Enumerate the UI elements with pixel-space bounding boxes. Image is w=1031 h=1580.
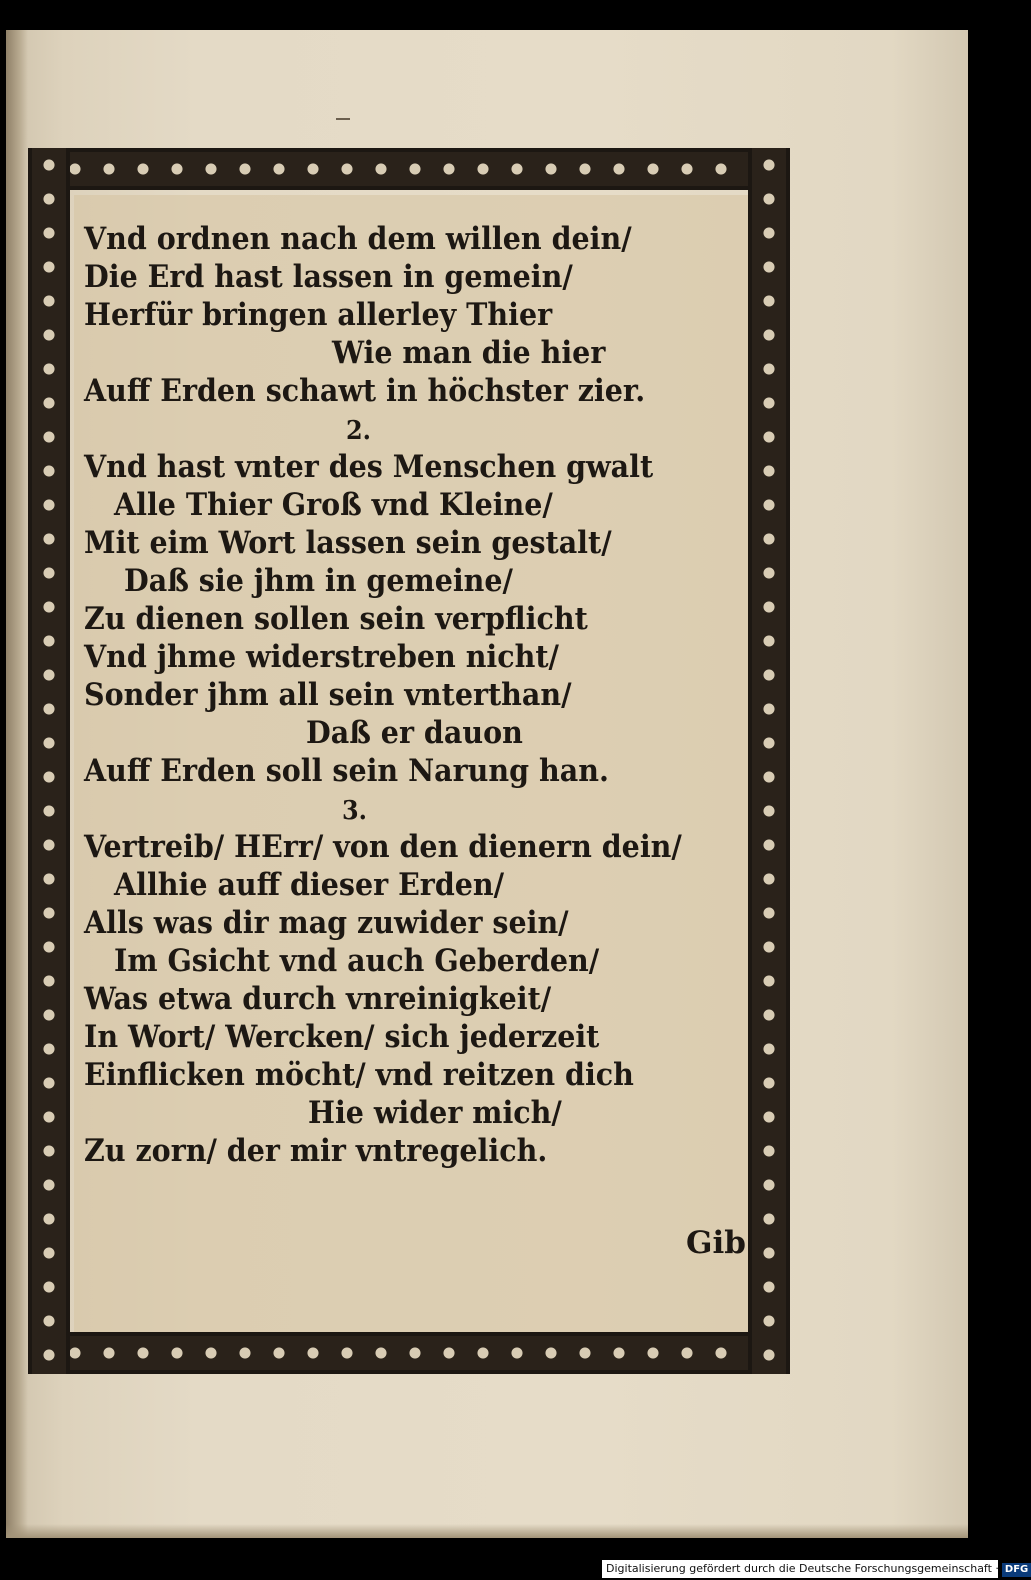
border-right bbox=[748, 148, 790, 1374]
stanza-number: 2. bbox=[346, 416, 371, 446]
digitization-credit bbox=[602, 1560, 1029, 1578]
verse-line: Was etwa durch vnreinigkeit/ bbox=[84, 981, 552, 1017]
verse-line: Daß er dauon bbox=[306, 715, 523, 751]
verse-line: Hie wider mich/ bbox=[308, 1095, 562, 1131]
verse-line: Vertreib/ HErr/ von den dienern dein/ bbox=[84, 829, 682, 865]
verse-line: Auff Erden soll sein Narung han. bbox=[84, 753, 609, 789]
verse-line: Zu dienen sollen sein verpflicht bbox=[84, 601, 588, 637]
verse-line: Mit eim Wort lassen sein gestalt/ bbox=[84, 525, 612, 561]
border-top bbox=[58, 148, 748, 190]
verse-line: Vnd ordnen nach dem willen dein/ bbox=[84, 221, 632, 257]
page-mark bbox=[336, 118, 350, 120]
verse-line: Alls was dir mag zuwider sein/ bbox=[84, 905, 569, 941]
verse-line: In Wort/ Wercken/ sich jederzeit bbox=[84, 1019, 600, 1055]
credit-text: Digitalisierung gefördert durch die Deutsche Forschungsgemeinschaft · bbox=[606, 1562, 999, 1575]
verse-line: Alle Thier Groß vnd Kleine/ bbox=[114, 487, 553, 523]
stanza-number: 3. bbox=[342, 796, 367, 826]
book-page bbox=[6, 30, 968, 1538]
catchword: Gib bbox=[686, 1225, 746, 1261]
dfg-logo: DFG bbox=[1002, 1563, 1031, 1577]
verse-line: Zu zorn/ der mir vntregelich. bbox=[84, 1133, 548, 1169]
verse-line: Vnd jhme widerstreben nicht/ bbox=[84, 639, 559, 675]
page-edge bbox=[6, 1524, 968, 1538]
border-bottom bbox=[58, 1332, 748, 1374]
verse-line: Daß sie jhm in gemeine/ bbox=[124, 563, 513, 599]
verse-line: Herfür bringen allerley Thier bbox=[84, 297, 553, 333]
verse-line: Allhie auff dieser Erden/ bbox=[114, 867, 505, 903]
spine-shadow bbox=[6, 30, 28, 1538]
verse-line: Auff Erden schawt in höchster zier. bbox=[84, 373, 646, 409]
verse-line: Vnd hast vnter des Menschen gwalt bbox=[84, 449, 654, 485]
verse-line: Im Gsicht vnd auch Geberden/ bbox=[114, 943, 600, 979]
border-left bbox=[28, 148, 70, 1374]
verse-line: Wie man die hier bbox=[332, 335, 606, 371]
verse-line: Einflicken möcht/ vnd reitzen dich bbox=[84, 1057, 634, 1093]
verse-line: Sonder jhm all sein vnterthan/ bbox=[84, 677, 572, 713]
verse-line: Die Erd hast lassen in gemein/ bbox=[84, 259, 573, 295]
